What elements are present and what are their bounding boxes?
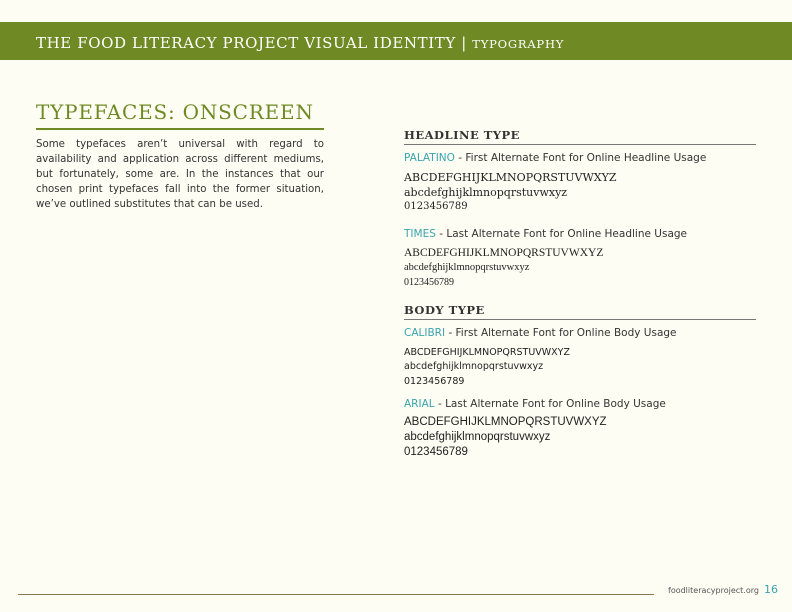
sample-digits: 0123456789 (404, 446, 468, 458)
page-number: 16 (764, 583, 778, 596)
page-title: TYPEFACES: ONSCREEN (36, 100, 314, 124)
title-underline (36, 128, 324, 130)
sample-uppercase: ABCDEFGHIJKLMNOPQRSTUVWXYZ (404, 416, 607, 428)
font-entry-arial (404, 398, 756, 410)
font-entry-palatino (404, 152, 756, 164)
footer-url: foodliteracyproject.org (668, 586, 759, 595)
body-type-heading: BODY TYPE (404, 303, 485, 317)
sample-uppercase: ABCDEFGHIJKLMNOPQRSTUVWXYZ (404, 347, 570, 358)
font-description: - First Alternate Font for Online Headline Usage (454, 152, 707, 164)
font-entry-calibri (404, 327, 756, 339)
headline-type-rule (404, 144, 756, 145)
sample-uppercase: ABCDEFGHIJKLMNOPQRSTUVWXYZ (404, 171, 617, 184)
font-name: ARIAL (404, 398, 435, 410)
intro-paragraph: Some typefaces aren’t universal with regard to availability and application across different mediums, but fortunately, some are. In the instances that our chosen print typefaces fall into the former situation, we’ve outlined substitutes that can be used. (36, 139, 324, 210)
sample-lowercase: abcdefghijklmnopqrstuvwxyz (404, 262, 530, 273)
font-description: - Last Alternate Font for Online Body Usage (434, 398, 666, 410)
font-description: - First Alternate Font for Online Body Usage (445, 327, 677, 339)
sample-digits: 0123456789 (404, 277, 454, 288)
sample-lowercase: abcdefghijklmnopqrstuvwxyz (404, 431, 551, 443)
sample-uppercase: ABCDEFGHIJKLMNOPQRSTUVWXYZ (404, 247, 604, 259)
body-type-rule (404, 319, 756, 320)
font-entry-times (404, 228, 756, 240)
header-title (36, 34, 564, 52)
font-description: - Last Alternate Font for Online Headline Usage (435, 228, 687, 240)
sample-lowercase: abcdefghijklmnopqrstuvwxyz (404, 361, 544, 372)
font-name: PALATINO (404, 152, 455, 164)
sample-lowercase: abcdefghijklmnopqrstuvwxyz (404, 186, 568, 199)
sample-digits: 0123456789 (404, 201, 468, 212)
font-name: CALIBRI (404, 327, 446, 339)
font-name: TIMES (404, 228, 436, 240)
section-label: TYPOGRAPHY (472, 37, 565, 51)
headline-type-heading: HEADLINE TYPE (404, 128, 520, 142)
document-title: THE FOOD LITERACY PROJECT VISUAL IDENTITY | (36, 34, 467, 52)
footer-rule (18, 594, 654, 595)
sample-digits: 0123456789 (404, 376, 465, 387)
